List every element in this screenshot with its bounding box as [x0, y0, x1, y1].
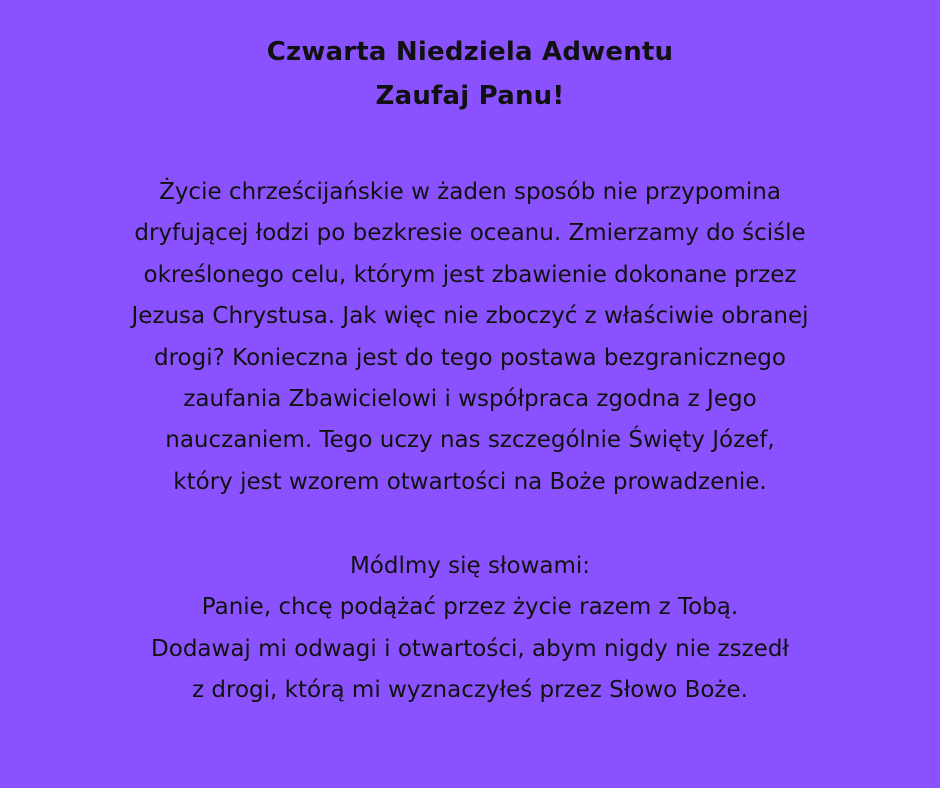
prayer-intro: Módlmy się słowami: — [349, 553, 591, 579]
title-heading: Czwarta Niedziela Adwentu — [266, 37, 674, 67]
reflection-line: zaufania Zbawicielowi i współpraca zgodna z Jego — [183, 386, 757, 413]
reflection-line: który jest wzorem otwartości na Boże prowadzenie. — [173, 468, 767, 495]
prayer-line: z drogi, którą mi wyznaczyłeś przez Słowo Boże. — [192, 677, 748, 704]
reflection-line: Jezusa Chrystusa. Jak więc nie zboczyć z właściwie obranej — [131, 303, 809, 330]
reflection-line: drogi? Konieczna jest do tego postawa bezgranicznego — [154, 344, 786, 371]
prayer-line: Panie, chcę podążać przez życie razem z Tobą. — [201, 594, 739, 621]
prayer-block — [0, 546, 940, 712]
reflection-paragraph — [0, 172, 940, 503]
reflection-line: dryfującej łodzi po bezkresie oceanu. Zmierzamy do ściśle — [134, 220, 806, 247]
subtitle-heading: Zaufaj Panu! — [375, 81, 565, 111]
reflection-line: określonego celu, którym jest zbawienie dokonane przez — [143, 261, 797, 288]
title-block — [0, 30, 940, 118]
prayer-line: Dodawaj mi odwagi i otwartości, abym nigdy nie zszedł — [151, 635, 789, 662]
reflection-line: nauczaniem. Tego uczy nas szczególnie Święty Józef, — [165, 427, 775, 454]
reflection-line: Życie chrześcijańskie w żaden sposób nie przypomina — [159, 179, 781, 205]
